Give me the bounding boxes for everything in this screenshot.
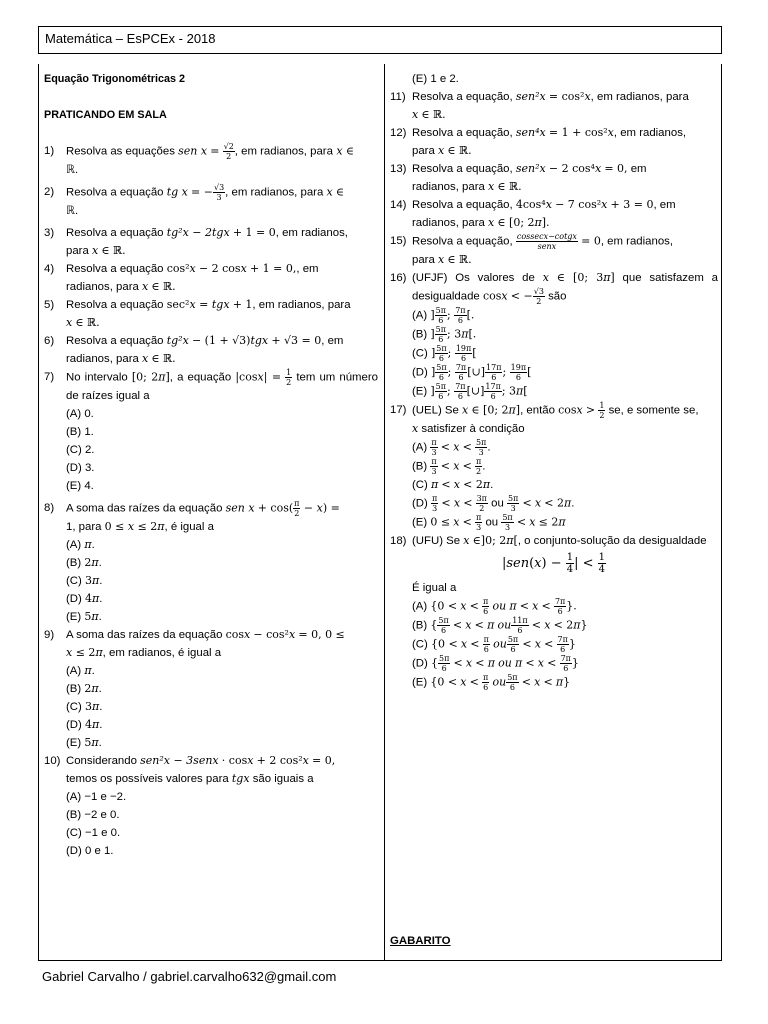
q10-option-e: (E) 1 e 2. <box>412 73 459 85</box>
q18-inequality: |sen(x) − $\frac{1}{4}$ | < $\frac{1}{4}$ <box>501 552 606 575</box>
header-box <box>38 26 722 54</box>
left-column <box>44 70 378 860</box>
q8-option-b: (B) 2π. <box>66 556 102 569</box>
footer-author: Gabriel Carvalho / gabriel.carvalho632@gmail.com <box>42 969 337 984</box>
footer-divider <box>38 960 722 961</box>
question-13: 13) Resolva a equação, sen²x − 2 cos⁴x = 0, em radianos, para x ∈ ℝ. <box>390 162 647 193</box>
q16-option-a: (A) ] $\frac{5\pi}{6}$ ; $\frac{7\pi}{6}$ [. <box>412 306 475 325</box>
question-1: 1) Resolva as equações sen x = $\frac{√2}{2}$ , em radianos, para x ∈ ℝ. <box>44 142 354 176</box>
q17-option-d: (D) $\frac{\pi}{3}$ < x < $\frac{3\pi}{2}$ ou $\frac{5\pi}{3}$ < x < 2π. <box>412 494 575 513</box>
question-11: 11) Resolva a equação, sen²x = cos²x, em radianos, para x ∈ ℝ. <box>390 90 689 121</box>
question-2: 2) Resolva a equação tg x = − $\frac{√3}{3}$ , em radianos, para x ∈ ℝ. <box>44 183 345 217</box>
section-subtitle: PRATICANDO EM SALA <box>44 109 167 121</box>
column-divider <box>384 64 385 960</box>
question-3: 3) Resolva a equação tg²x − 2tgx + 1 = 0, em radianos, para x ∈ ℝ. <box>44 226 348 257</box>
q7-option-a: (A) 0. <box>66 408 94 420</box>
q9-option-c: (C) 3π. <box>66 700 103 713</box>
q10-option-a: (A) −1 e −2. <box>66 791 127 803</box>
question-5: 5) Resolva a equação sec²x = tgx + 1, em radianos, para x ∈ ℝ. <box>44 298 351 329</box>
question-6: 6) Resolva a equação tg²x − (1 + √3)tgx + √3 = 0, em radianos, para x ∈ ℝ. <box>44 334 344 365</box>
q18-option-d: (D) { $\frac{5\pi}{6}$ < x < π ou π < x < $\frac{7\pi}{6}$ } <box>412 654 579 673</box>
q18-option-c: (C) {0 < x < $\frac{\pi}{6}$ ou $\frac{5\pi}{6}$ < x < $\frac{7\pi}{6}$ } <box>412 635 576 654</box>
q16-option-e: (E) ] $\frac{5\pi}{6}$ ; $\frac{7\pi}{6}$ [∪] $\frac{17\pi}{6}$ ; 3π[ <box>412 382 528 401</box>
gabarito-heading: GABARITO <box>390 935 451 947</box>
q8-option-e: (E) 5π. <box>66 610 102 623</box>
question-12: 12) Resolva a equação, sen⁴x = 1 + cos²x, em radianos, para x ∈ ℝ. <box>390 126 687 157</box>
q10-option-b: (B) −2 e 0. <box>66 809 120 821</box>
q17-option-b: (B) $\frac{\pi}{3}$ < x < $\frac{\pi}{2}$ . <box>412 457 486 476</box>
q9-option-b: (B) 2π. <box>66 682 102 695</box>
question-8: 8) A soma das raízes da equação sen x + cos( $\frac{\pi}{2}$ − x) = 1, para 0 ≤ x ≤ 2π, é igual a <box>44 499 340 533</box>
q9-option-e: (E) 5π. <box>66 736 102 749</box>
question-9: 9) A soma das raízes da equação cosx − cos²x = 0, 0 ≤ x ≤ 2π, em radianos, é igual a <box>44 628 345 659</box>
q8-option-d: (D) 4π. <box>66 592 103 605</box>
q17-option-a: (A) $\frac{\pi}{3}$ < x < $\frac{5\pi}{3}$ . <box>412 438 491 457</box>
q7-option-c: (C) 2. <box>66 444 95 456</box>
q16-option-d: (D) ] $\frac{5\pi}{6}$ ; $\frac{7\pi}{6}$ [∪] $\frac{17\pi}{6}$ ; $\frac{19\pi}{6}$ [ <box>412 363 532 382</box>
q18-option-b: (B) { $\frac{5\pi}{6}$ < x < π ou $\frac{11\pi}{6}$ < x < 2π} <box>412 616 588 635</box>
question-10: 10) Considerando sen²x − 3senx · cosx + 2 cos²x = 0, temos os possíveis valores para tgx são iguais a <box>44 754 336 785</box>
question-17: 17) (UEL) Se x ∈ [0; 2π], então cosx > $\frac{1}{2}$ se, e somente se, x satisfizer à condição <box>390 401 699 435</box>
q9-option-a: (A) π. <box>66 664 95 677</box>
q7-option-d: (D) 3. <box>66 462 95 474</box>
q16-option-b: (B) ] $\frac{5\pi}{6}$ ; 3π[. <box>412 325 477 344</box>
q18-option-e: (E) {0 < x < $\frac{\pi}{6}$ ou $\frac{5\pi}{6}$ < x < π} <box>412 673 571 692</box>
right-column <box>390 70 718 692</box>
q10-option-c: (C) −1 e 0. <box>66 827 121 839</box>
question-16: 16) (UFJF) Os valores de x ∈ [0; 3π] que satisfazem a desigualdade cosx < − $\frac{√3}{2}$ são <box>390 271 718 306</box>
q17-option-e: (E) 0 ≤ x < $\frac{\pi}{3}$ ou $\frac{5\pi}{3}$ < x ≤ 2π <box>412 513 566 532</box>
question-18: 18) (UFU) Se x ∈]0; 2π[, o conjunto-solução da desigualdade <box>390 534 707 547</box>
q8-option-c: (C) 3π. <box>66 574 103 587</box>
q16-option-c: (C) ] $\frac{5\pi}{6}$ ; $\frac{19\pi}{6}$ [ <box>412 344 477 363</box>
question-4: 4) Resolva a equação cos²x − 2 cosx + 1 = 0,, em radianos, para x ∈ ℝ. <box>44 262 319 293</box>
question-7: 7) No intervalo [0; 2π], a equação |cosx| = $\frac{1}{2}$ tem um número de raízes igual a <box>44 368 378 402</box>
q10-option-d: (D) 0 e 1. <box>66 845 114 857</box>
section-title: Equação Trigonométricas 2 <box>44 73 186 85</box>
q8-option-a: (A) π. <box>66 538 95 551</box>
q17-option-c: (C) π < x < 2π. <box>412 478 494 491</box>
q18-option-a: (A) {0 < x < $\frac{\pi}{6}$ ou π < x < $\frac{7\pi}{6}$ }. <box>412 597 577 616</box>
question-15: 15) Resolva a equação, $\frac{\text{cossecx−cotgx}}{\text{senx}}$ = 0, em radianos, para x ∈ ℝ. <box>390 232 674 266</box>
q9-option-d: (D) 4π. <box>66 718 103 731</box>
q7-option-b: (B) 1. <box>66 426 94 438</box>
question-14: 14) Resolva a equação, 4cos⁴x − 7 cos²x + 3 = 0, em radianos, para x ∈ [0; 2π]. <box>390 198 676 229</box>
q18-intro: É igual a <box>412 582 457 594</box>
page-title: Matemática – EsPCEx - 2018 <box>45 31 216 46</box>
q7-option-e: (E) 4. <box>66 480 94 492</box>
